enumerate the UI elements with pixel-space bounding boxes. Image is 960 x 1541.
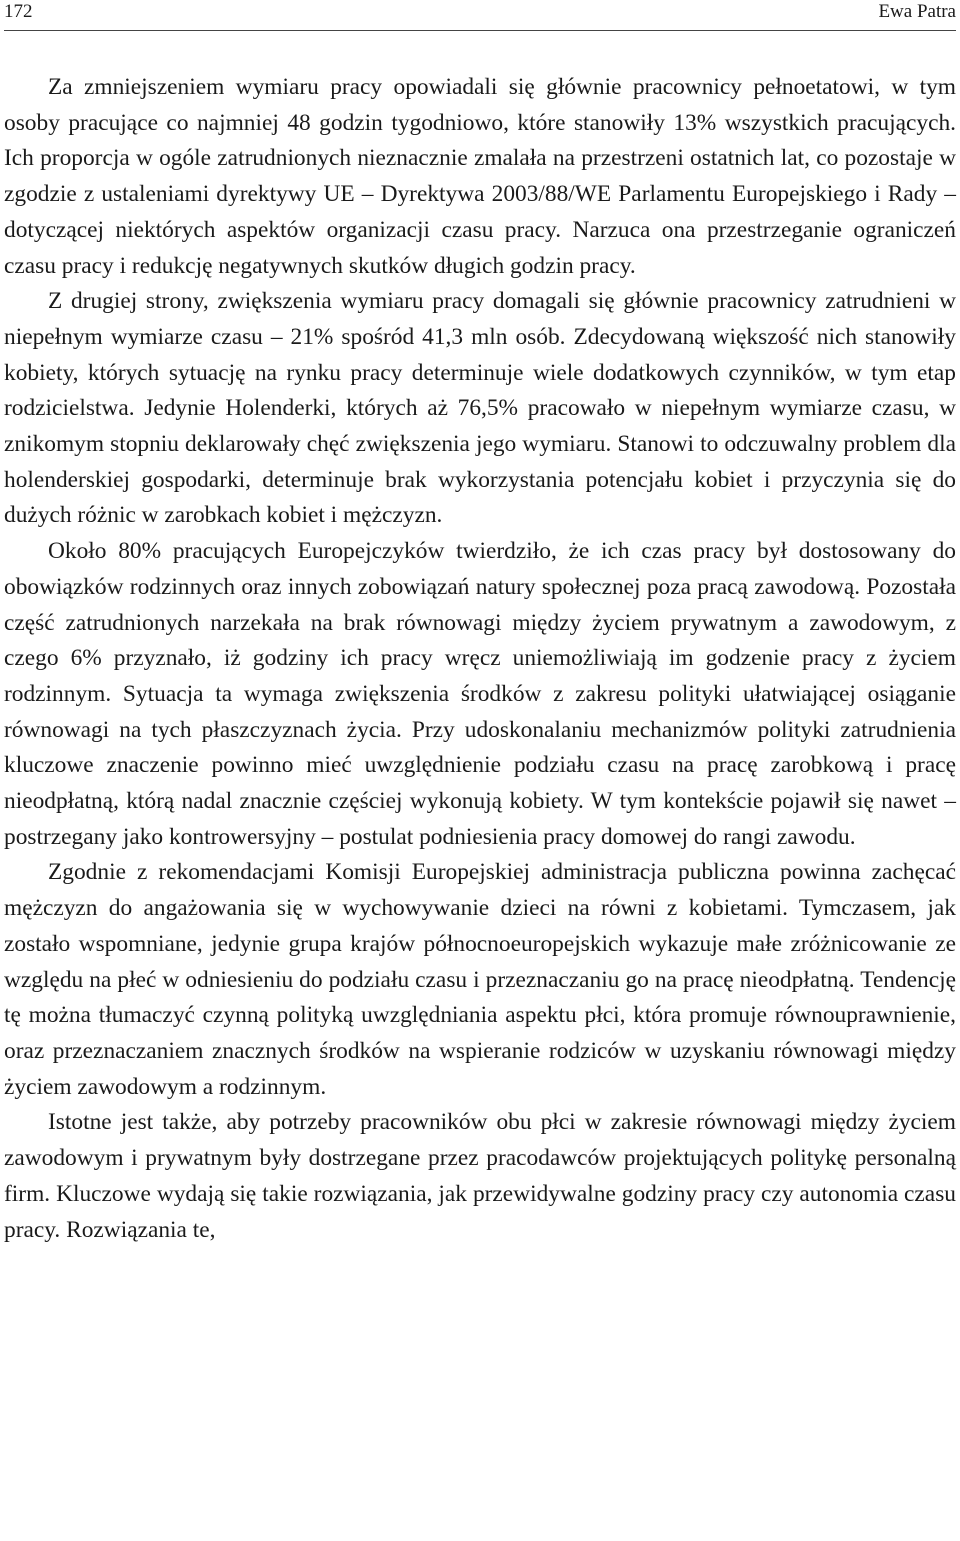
- paragraph: Zgodnie z rekomendacjami Komisji Europejskiej administracja publiczna powinna zachęcać mężczyzn do angażowania się w wychowywanie dzieci na równi z kobietami. Tymczasem, jak zostało wspomniane, jedynie grupa krajów północnoeuropejskich wykazuje małe zróżnicowanie ze względu na płeć w odniesieniu do podziału czasu i przeznaczaniu go na pracę nieodpłatną. Tendencję tę można tłumaczyć czynną polityką uwzględniania aspektu płci, która promuje równouprawnienie, oraz przeznaczaniem znacznych środków na wspieranie rodziców w uzyskaniu równowagi między życiem zawodowym a rodzinnym.: [4, 859, 956, 1100]
- paragraph: Istotne jest także, aby potrzeby pracowników obu płci w zakresie równowagi między życiem zawodowym i prywatnym były dostrzegane przez pracodawców projektujących politykę personalną firm. Kluczowe wydają się takie rozwiązania, jak przewidywalne godziny pracy czy autonomia czasu pracy. Rozwiązania te,: [4, 1109, 956, 1243]
- body-text: [4, 70, 956, 1248]
- running-head-author: Ewa Patra: [878, 1, 956, 22]
- running-head: [4, 0, 956, 31]
- paragraph: Około 80% pracujących Europejczyków twierdziło, że ich czas pracy był dostosowany do obowiązków rodzinnych oraz innych zobowiązań natury społecznej poza pracą zawodową. Pozostała część zatrudnionych narzekała na brak równowagi między życiem prywatnym a zawodowym, z czego 6% przyznało, iż godziny ich pracy wręcz uniemożliwiają im godzenie pracy z życiem rodzinnym. Sytuacja ta wymaga zwiększenia środków z zakresu polityki ułatwiającej osiąganie równowagi na tych płaszczyznach życia. Przy udoskonalaniu mechanizmów polityki zatrudnienia kluczowe znaczenie powinno mieć uwzględnienie podziału czasu na pracę zarobkową i pracę nieodpłatną, którą nadal znacznie częściej wykonują kobiety. W tym kontekście pojawił się nawet – postrzegany jako kontrowersyjny – postulat podniesienia pracy domowej do rangi zawodu.: [4, 538, 956, 850]
- page-number: 172: [4, 1, 33, 22]
- paragraph: Za zmniejszeniem wymiaru pracy opowiadali się głównie pracownicy pełnoetatowi, w tym osoby pracujące co najmniej 48 godzin tygodniowo, które stanowiły 13% wszystkich pracujących. Ich proporcja w ogóle zatrudnionych nieznacznie zmalała na przestrzeni ostatnich lat, co pozostaje w zgodzie z ustaleniami dyrektywy UE – Dyrektywa 2003/88/WE Parlamentu Europejskiego i Rady – dotyczącej niektórych aspektów organizacji czasu pracy. Narzuca ona przestrzeganie ograniczeń czasu pracy i redukcję negatywnych skutków długich godzin pracy.: [4, 74, 956, 279]
- paragraph: Z drugiej strony, zwiększenia wymiaru pracy domagali się głównie pracownicy zatrudnieni w niepełnym wymiarze czasu – 21% spośród 41,3 mln osób. Zdecydowaną większość nich stanowiły kobiety, których sytuację na rynku pracy determinuje wiele dodatkowych czynników, w tym etap rodzicielstwa. Jedynie Holenderki, których aż 76,5% pracowało w niepełnym wymiarze czasu, w znikomym stopniu deklarowały chęć zwiększenia jego wymiaru. Stanowi to odczuwalny problem dla holenderskiej gospodarki, determinuje brak wykorzystania potencjału kobiet i przyczynia się do dużych różnic w zarobkach kobiet i mężczyzn.: [4, 288, 956, 529]
